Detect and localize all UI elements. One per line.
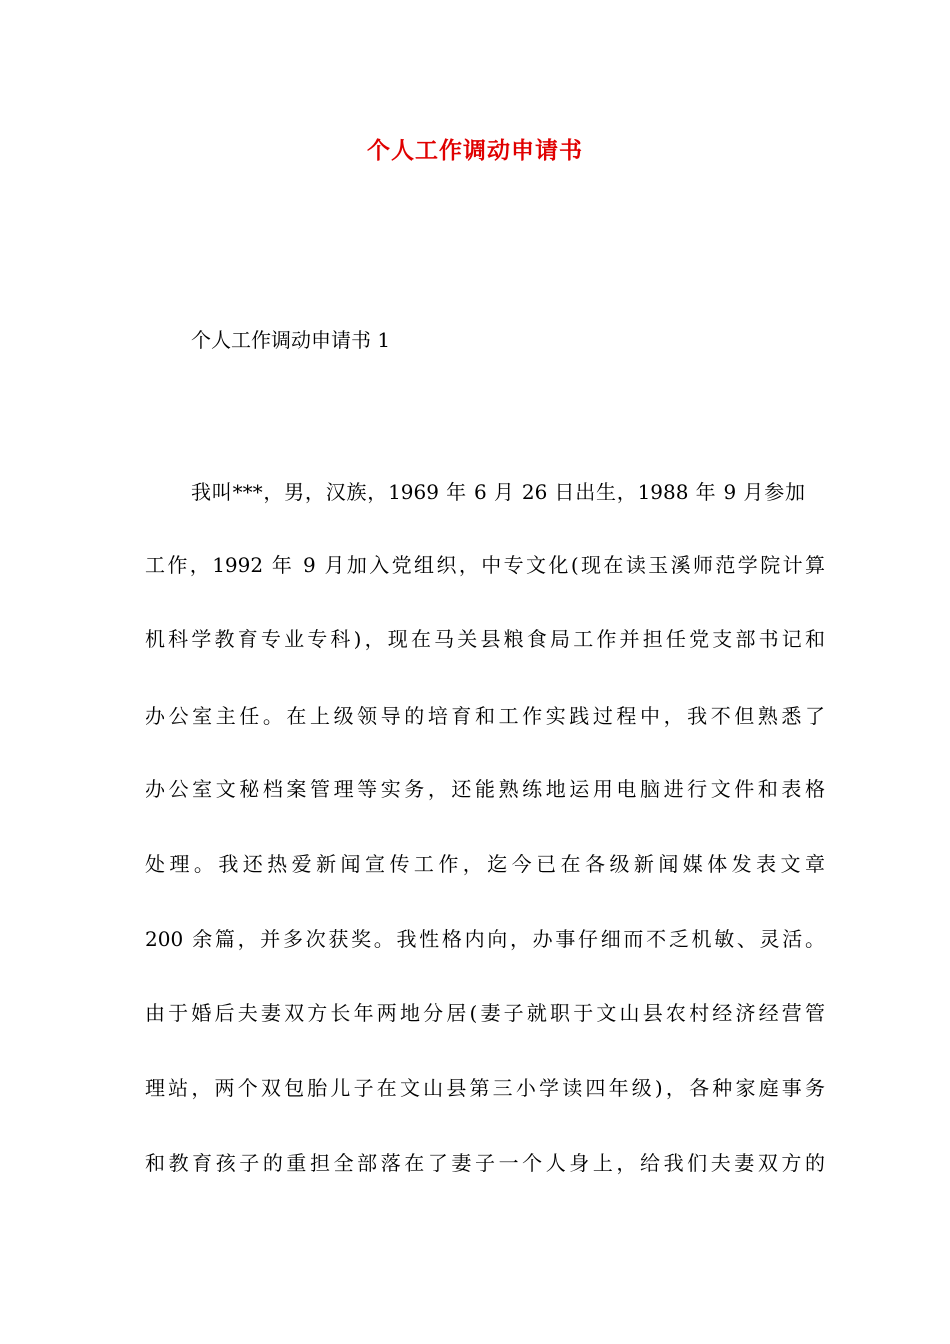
paragraph-line: 办公室主任。在上级领导的培育和工作实践过程中，我不但熟悉了	[145, 704, 825, 728]
section-heading: 个人工作调动申请书 1	[191, 328, 391, 352]
paragraph-line: 由于婚后夫妻双方长年两地分居(妻子就职于文山县农村经济经营管	[145, 1001, 825, 1025]
paragraph-line: 理站，两个双包胎儿子在文山县第三小学读四年级)，各种家庭事务	[145, 1076, 825, 1100]
paragraph-line: 和教育孩子的重担全部落在了妻子一个人身上，给我们夫妻双方的	[145, 1151, 825, 1175]
paragraph-line: 办公室文秘档案管理等实务，还能熟练地运用电脑进行文件和表格	[145, 777, 825, 801]
document-title: 个人工作调动申请书	[367, 138, 583, 164]
paragraph-line: 我叫***，男，汉族，1969 年 6 月 26 日出生，1988 年 9 月参加	[191, 480, 805, 504]
paragraph-line: 机科学教育专业专科)，现在马关县粮食局工作并担任党支部书记和	[145, 627, 825, 651]
paragraph-line: 处理。我还热爱新闻宣传工作，迄今已在各级新闻媒体发表文章	[145, 852, 825, 876]
paragraph-line: 工作，1992 年 9 月加入党组织，中专文化(现在读玉溪师范学院计算	[145, 553, 825, 577]
paragraph-line: 200 余篇，并多次获奖。我性格内向，办事仔细而不乏机敏、灵活。	[145, 927, 825, 951]
